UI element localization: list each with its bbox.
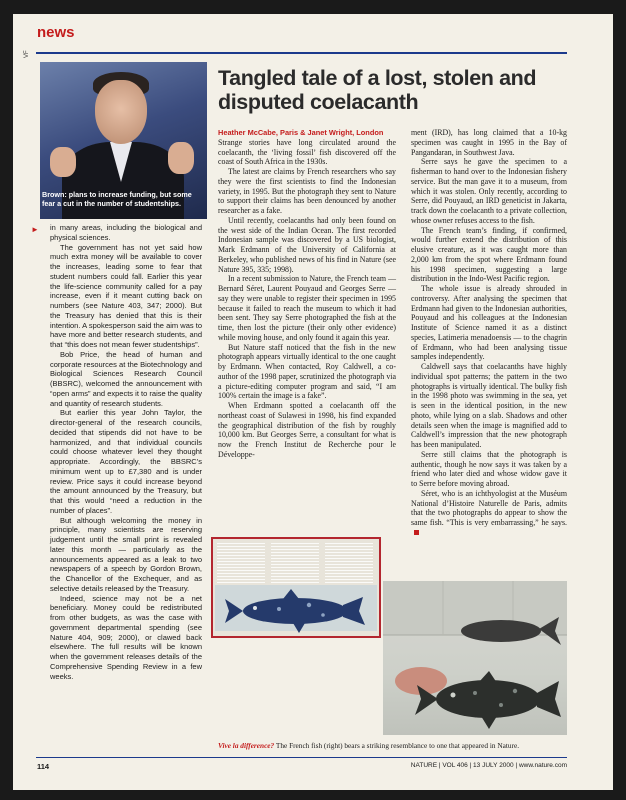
- photo-face: [95, 80, 147, 144]
- caption-lead: Vive la difference?: [218, 741, 275, 750]
- photo-left-hand: [50, 147, 76, 177]
- figure-caption: [218, 741, 568, 750]
- col3-paragraph: Serre still claims that the photograph is authentic, though he now says it was taken by a friend who later died and whose widow gave it to Serre before moving abroad.: [411, 449, 567, 488]
- end-mark-icon: [414, 530, 419, 535]
- col3-paragraph: The whole issue is already shrouded in controversy. After analysing the specimen that Erdmann had given to the Indonesian authorities, Pouyaud and his colleagues at the Indonesian Institute of Science named it as a distinct species, Latimeria menadoensis — to the chagrin of Erdmann, who had been analysing tissue samples independently.: [411, 284, 567, 362]
- column-2: [218, 128, 396, 460]
- col2-paragraph: The latest are claims by French researchers who say they were the first scientists to find the Indonesian variety, in 1995. But the photograph they sent to Nature to support their claims has been denounced by another researcher as a fake.: [218, 167, 396, 215]
- journal-line: NATURE | VOL 406 | 13 JULY 2000 | www.nature.com: [410, 762, 567, 769]
- col1-paragraph: Indeed, science may not be a net beneficiary. Money could be redistributed from other budgets, as was the case with government departmental spending (see Nature 404, 909; 2000), or clawed back elsewhere. The full results will be known when the government releases details of the Comprehensive Spending Review in a few weeks.: [50, 593, 202, 681]
- header-rule: [36, 52, 567, 54]
- byline: Heather McCabe, Paris & Janet Wright, London: [218, 128, 384, 137]
- col3-paragraph: The French team’s finding, if confirmed, would further extend the distribution of this elusive creature, as it was caught more than 2,000 km from the spot where Erdmann found his 1998 specimen, suggesting a large distribution in the Indo-West Pacific region.: [411, 225, 567, 284]
- col2-paragraph: Strange stories have long circulated around the coelacanth, the ‘living fossil’ fish discovered off the coast of South Africa in the 1930s.: [218, 137, 396, 167]
- col1-paragraph: But although welcoming the money in principle, many scientists are reserving judgement until the small print is revealed later this month — particularly as the announcements appeared as a leak to two newspapers of a speech by Gordon Brown, the Chancellor of the Exchequer, and as selective details released by the Treasury.: [50, 515, 202, 593]
- col1-paragraph: in many areas, including the biological and physical sciences.: [50, 223, 202, 242]
- col1-paragraph: Bob Price, the head of human and corporate resources at the Biotechnology and Biological Sciences Research Council (BBSRC), welcomed the announcement with “open arms” and expects it to raise the quality and quantity of research students.: [50, 349, 202, 408]
- col3-paragraph: [411, 489, 567, 538]
- column-3: [411, 128, 567, 538]
- french-fish-icon: [383, 581, 567, 735]
- inset-fish-icon: [213, 539, 379, 636]
- inset-1998-page-image: [211, 537, 381, 638]
- col3-paragraph: Serre says he gave the specimen to a fisherman to hand over to the Indonesian fishery service. But the man gave it to a museum, from which it was stolen. Only recently, according to Serre, did Pouyaud, an IRD geneticist in Jakarta, track down the coelacanth to a private collection, whose owner refuses access to the fish.: [411, 157, 567, 225]
- col3-last-paragraph: Séret, who is an ichthyologist at the Muséum National d’Histoire Naturelle de Paris, admits that the two photographs do appear to show the same fish. “This is very embarrassing,” he says.: [411, 488, 567, 527]
- col2-paragraph: When Erdmann spotted a coelacanth off the northeast coast of Sulawesi in 1998, his find expanded the geographical distribution of the fish by roughly 10,000 km. But Georges Serre, a consultant for what is now the French Institut de Recherche pour le Développe-: [218, 401, 396, 459]
- col3-paragraph: Caldwell says that coelacanths have highly individual spot patterns; the pattern in the two photographs is virtually identical. The bulky fish in the 1998 photo was swimming in the sea, yet is seen in the identical position, in the new photo, while lying on a slab. Shadows and other details seen when the image is magnified add to Caldwell’s impression that the new photograph has been manipulated.: [411, 362, 567, 449]
- col1-paragraph: But earlier this year John Taylor, the director-general of the research councils, decided that stipends did not have to be harmonized, and that individual councils could choose whatever level they thought appropriate. Accordingly, the BBSRC’s minimum went up to £7,380 and is under review. Price says it could increase beyond the amount announced by the Treasury, but that this would “need a reduction in the number of places”.: [50, 408, 202, 515]
- photo-right-hand: [168, 142, 194, 174]
- french-coelacanth-photo: [383, 581, 567, 735]
- footer-rule: [36, 757, 567, 758]
- photo-caption: Brown: plans to increase funding, but some fear a cut in the number of studentships.: [42, 190, 192, 208]
- col1-paragraph: The government has not yet said how much extra money will be available to cover the increases, leading some to fear that student numbers could fall. Earlier this year the life-science community called for a pay increase, even if it meant cutting back on numbers (see Nature 403, 347; 2000). But the Treasury has denied that this is their intention. A spokesperson said the aim was to have more and better research students, and that “this does not mean fewer studentships”.: [50, 242, 202, 349]
- col3-paragraph: ment (IRD), has long claimed that a 10-kg specimen was caught in 1995 in the Bay of Pangandaran, in Southwest Java.: [411, 128, 567, 157]
- article-headline: Tangled tale of a lost, stolen and disputed coelacanth: [218, 66, 537, 114]
- section-label: news: [37, 24, 75, 41]
- page-number: 114: [37, 762, 50, 771]
- side-tag: VF: [24, 50, 30, 58]
- col2-paragraph: But Nature staff noticed that the fish in the new photograph appears virtually identical to the one caught by Erdmann. When contacted, Roy Caldwell, a co-author of the 1998 paper, scrutinized the photograph via a picture-editing computer program and said, “I am 100% certain the image is a fake”.: [218, 342, 396, 401]
- caption-text: The French fish (right) bears a striking resemblance to one that appeared in Nature.: [274, 741, 520, 750]
- col2-paragraph: In a recent submission to Nature, the French team — Bernard Séret, Laurent Pouyaud and Georges Serre — say they were unable to register their specimen in 1995 because it failed to reach the museum to which it had been sent. They say Serre photographed the fish at the time, then lost the picture (their only other evidence) while moving house, and only found it again this year.: [218, 274, 396, 342]
- column-1: [50, 223, 202, 681]
- continuation-arrow-icon: ►: [31, 225, 39, 234]
- col2-paragraph: Until recently, coelacanths had only been found on the west side of the Indian Ocean. The first recorded Indonesian sample was discovered by a US biologist, Mark Erdmann of the University of California at Berkeley, who published news of his find in Nature (see Nature 395, 335; 1998).: [218, 215, 396, 274]
